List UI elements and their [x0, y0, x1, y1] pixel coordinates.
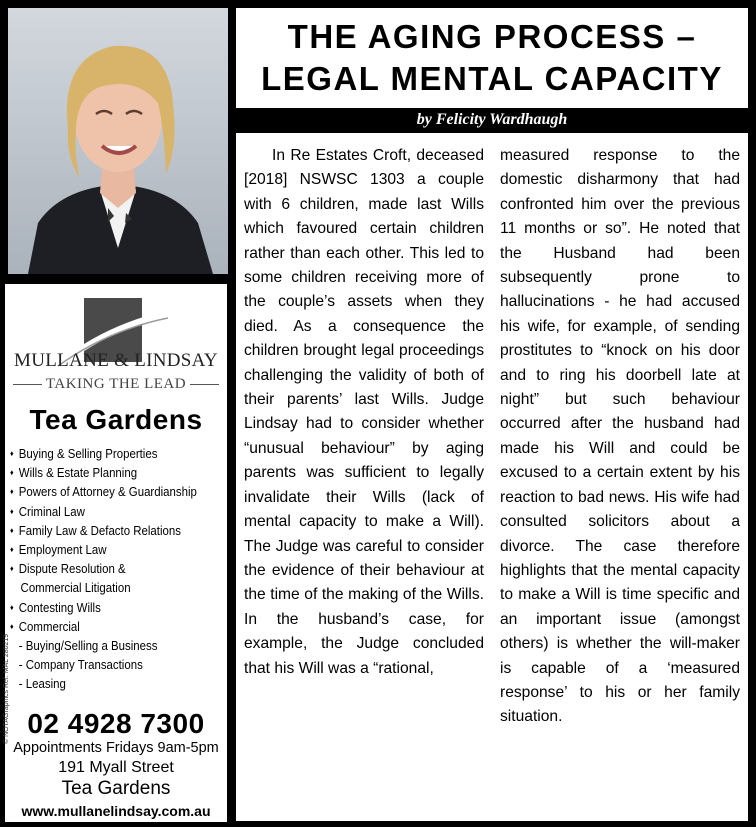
- service-item: ♦ Commercial: [10, 617, 198, 636]
- service-item: ♦ Contesting Wills: [10, 598, 198, 617]
- tagline-rule-left: [13, 384, 42, 385]
- service-item: ♦ Family Law & Defacto Relations: [10, 521, 198, 540]
- article-headline: [236, 8, 748, 100]
- article-byline: by Felicity Wardhaugh: [416, 111, 568, 128]
- town-name: Tea Gardens: [61, 778, 171, 799]
- portrait-illustration: [8, 8, 228, 274]
- phone-number[interactable]: 02 4928 7300: [27, 708, 205, 739]
- services-list: [10, 444, 224, 694]
- article-body: [236, 133, 748, 821]
- graphics-credit: © NOTAGraphics Ref. MAL 280219: [3, 633, 10, 744]
- headline-line-1: THE AGING PROCESS –: [287, 18, 697, 55]
- tagline-rule-right: [190, 384, 219, 385]
- office-title: Tea Gardens: [29, 404, 203, 435]
- service-sub-item: - Company Transactions: [18, 657, 143, 673]
- appointments-text: Appointments Fridays 9am-5pm: [13, 740, 219, 756]
- service-item: ♦ Criminal Law: [10, 502, 198, 521]
- website-link[interactable]: www.mullanelindsay.com.au: [21, 803, 211, 819]
- service-item: ♦ Dispute Resolution &: [10, 559, 198, 578]
- service-item: ♦ Wills & Estate Planning: [10, 463, 198, 482]
- street-address: 191 Myall Street: [58, 759, 174, 776]
- headline-line-2: LEGAL MENTAL CAPACITY: [261, 60, 723, 97]
- author-photo: [8, 8, 228, 274]
- headline-box: [236, 8, 748, 108]
- service-sub-item: - Buying/Selling a Business: [18, 638, 158, 654]
- service-sub-item: - Leasing: [18, 676, 66, 692]
- service-item: ♦ Employment Law: [10, 540, 198, 559]
- service-item: Commercial Litigation: [20, 580, 131, 596]
- firm-name: MULLANE & LINDSAY: [14, 350, 218, 371]
- service-item: ♦ Buying & Selling Properties: [10, 444, 198, 463]
- article-column-1: In Re Estates Croft, deceased [2018] NSWSC 1303 a couple with 6 children, made last Wills which favoured certain children rather than each other. This led to some children receiving more of the couple’s assets when they died. As a consequence the children brought legal proceedings challenging the validity of both of their parents’ last Wills. Judge Lindsay had to consider whether “unusual behaviour” by aging parents was sufficient to legally invalidate their Wills (lack of mental capacity to make a Will). The Judge was careful to consider the evidence of their behaviour at the time of the making of the Wills. In the husband’s case, for example, the Judge concluded that his Will was a “rational,: [244, 147, 484, 677]
- tagline-row: [13, 376, 219, 393]
- law-firm-advertisement: [3, 282, 229, 824]
- article-column-2: measured response to the domestic disharmony that had confronted him over the previous 11 months or so”. He noted that the Husband had been subsequently prone to hallucinations - he had accused his wife, for example, of sending prostitutes to “knock on his door and to ring his doorbell late at night” but such behaviour occurred after the husband had made his Will and could be excused to a certain extent by his reaction to bad news. His wife had consulted solicitors about a divorce. The case therefore highlights that the mental capacity to make a Will is time specific and an important issue (amongst others) is whether the will-maker is capable of a ‘measured response’ to his or her family situation.: [500, 147, 740, 726]
- service-item: ♦ Powers of Attorney & Guardianship: [10, 482, 198, 501]
- tagline: TAKING THE LEAD: [45, 376, 187, 392]
